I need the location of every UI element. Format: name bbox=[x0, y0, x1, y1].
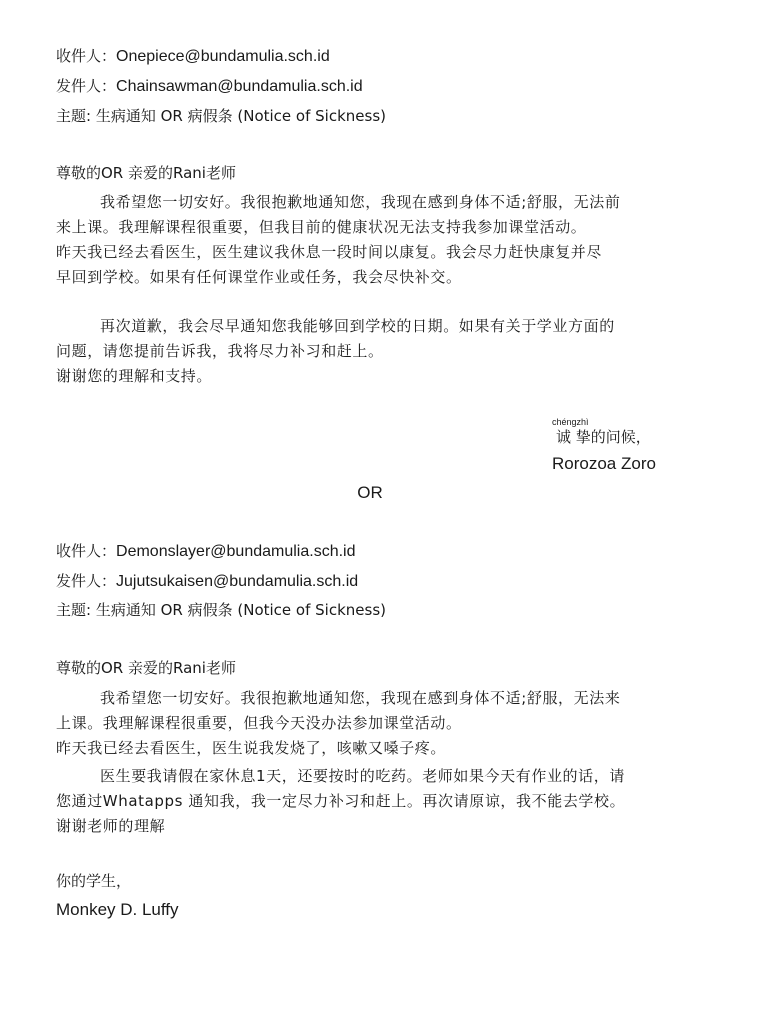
letter1-p1-line-3: 昨天我已经去看医生，医生建议我休息一段时间以康复。我会尽力赶快康复并尽 bbox=[56, 243, 603, 261]
letter1-subject-line bbox=[56, 105, 386, 127]
letter1-from-label: 发件人： bbox=[56, 77, 117, 95]
letter2-subject-label: 主题: bbox=[56, 601, 92, 619]
letter2-from-label: 发件人： bbox=[56, 572, 117, 590]
letter1-p1-line-2: 来上课。我理解课程很重要，但我目前的健康状况无法支持我参加课堂活动。 bbox=[56, 218, 587, 236]
letter2-p1-line-1: 我希望您一切安好。我很抱歉地通知您，我现在感到身体不适;舒服，无法来 bbox=[100, 689, 621, 707]
letter1-from-line bbox=[56, 75, 363, 98]
letter1-subject-value: 生病通知 OR 病假条 (Notice of Sickness) bbox=[95, 107, 386, 125]
letter1-p1-line-4: 早回到学校。如果有任何课堂作业或任务，我会尽快补交。 bbox=[56, 268, 462, 286]
letter1-to-label: 收件人： bbox=[56, 47, 117, 65]
letter2-p1-line-2: 上课。我理解课程很重要，但我今天没办法参加课堂活动。 bbox=[56, 714, 462, 732]
letter2-from-line bbox=[56, 570, 358, 593]
letter2-subject-value: 生病通知 OR 病假条 (Notice of Sickness) bbox=[95, 601, 386, 619]
letter2-paragraph-1 bbox=[56, 686, 692, 761]
letter1-pinyin-annotation: chéngzhì bbox=[552, 417, 589, 427]
letter1-p2-line-1: 再次道歉，我会尽早通知您我能够回到学校的日期。如果有关于学业方面的 bbox=[100, 317, 615, 335]
letter1-p2-line-2: 问题，请您提前告诉我，我将尽力补习和赶上。 bbox=[56, 342, 384, 360]
letter1-closing: 诚 挚的问候， bbox=[556, 428, 651, 446]
letter1-paragraph-2 bbox=[56, 314, 692, 389]
letter1-paragraph-1 bbox=[56, 190, 692, 290]
letter2-p2-line-2: 您通过Whatapps 通知我，我一定尽力补习和赶上。再次请原谅，我不能去学校。 bbox=[56, 792, 626, 810]
letter1-to-line bbox=[56, 45, 330, 68]
letter-separator-or: OR bbox=[357, 483, 383, 502]
letter1-greeting: 尊敬的OR 亲爱的Rani老师 bbox=[56, 164, 236, 182]
letter2-to-email: Demonslayer@bundamulia.sch.id bbox=[116, 543, 356, 560]
letter1-signature: Rorozoa Zoro bbox=[552, 454, 656, 473]
letter2-greeting: 尊敬的OR 亲爱的Rani老师 bbox=[56, 659, 236, 677]
letter2-to-line bbox=[56, 540, 355, 563]
letter1-p2-line-3: 谢谢您的理解和支持。 bbox=[56, 367, 213, 385]
letter1-subject-label: 主题: bbox=[56, 107, 92, 125]
letter2-closing: 你的学生， bbox=[56, 872, 132, 890]
letter1-to-email: Onepiece@bundamulia.sch.id bbox=[116, 48, 330, 65]
letter2-p2-line-3: 谢谢老师的理解 bbox=[56, 817, 166, 835]
letter1-from-email: Chainsawman@bundamulia.sch.id bbox=[116, 78, 363, 95]
letter2-to-label: 收件人： bbox=[56, 542, 117, 560]
letter2-subject-line bbox=[56, 599, 386, 621]
letter2-paragraph-2 bbox=[56, 764, 692, 839]
letter2-p2-line-1: 医生要我请假在家休息1天，还要按时的吃药。老师如果今天有作业的话，请 bbox=[100, 767, 625, 785]
letter2-signature: Monkey D. Luffy bbox=[56, 900, 179, 919]
letter2-p1-line-3: 昨天我已经去看医生，医生说我发烧了，咳嗽又嗓子疼。 bbox=[56, 739, 447, 757]
letter2-from-email: Jujutsukaisen@bundamulia.sch.id bbox=[116, 573, 359, 590]
letter1-p1-line-1: 我希望您一切安好。我很抱歉地通知您，我现在感到身体不适;舒服，无法前 bbox=[100, 193, 621, 211]
